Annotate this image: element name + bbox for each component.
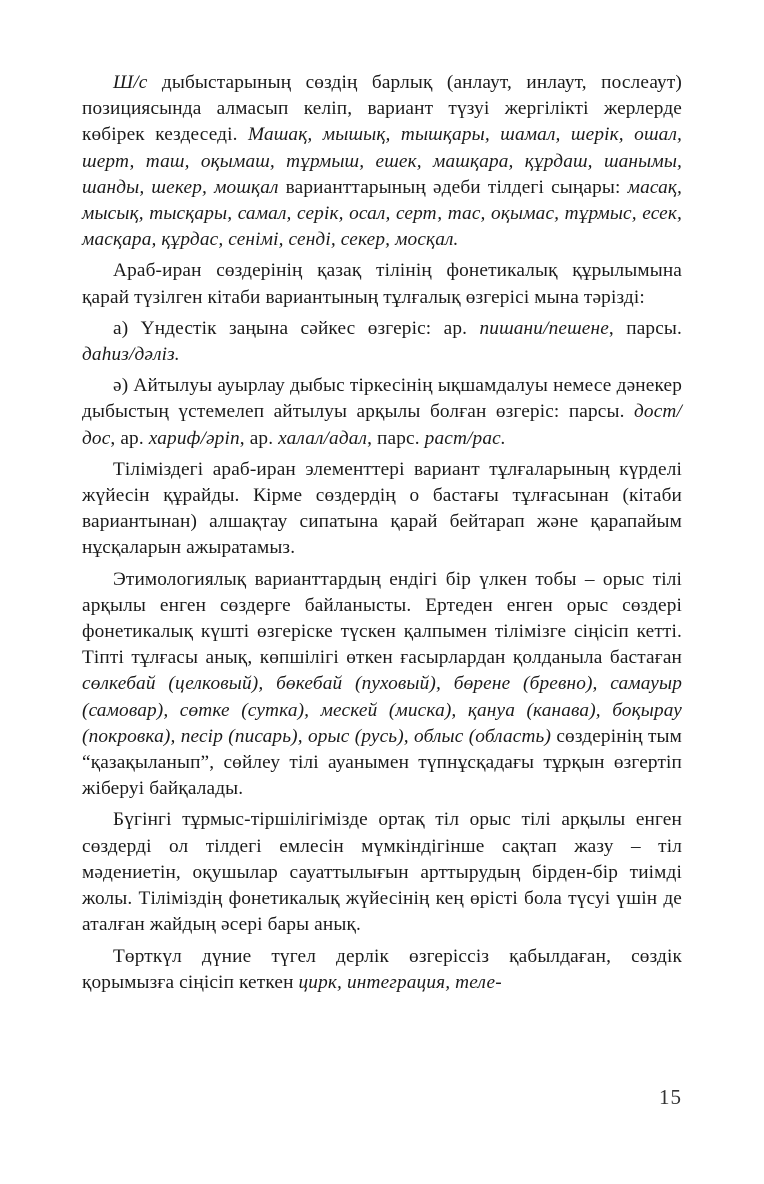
paragraph — [82, 316, 682, 368]
paragraph — [82, 567, 682, 803]
italic-text: раст/рас. — [424, 427, 506, 449]
italic-text: халал/адал — [278, 427, 368, 449]
text-run: , парс. — [367, 427, 425, 449]
text-run: Бүгінгі тұрмыс-тіршілігімізде ортақ тіл орыс тілі арқылы енген сөздерді ол тілдегі емлесін мүмкіндігінше сақтап жазу – тіл мәдениетін, оқушылар сауаттылығын арттырудың бірден-бір тиімді жолы. Тіліміздің фонетикалық жүйесінің кең өрісті бола түсуі үшін де аталған жайдың әсері бары анық. — [82, 809, 682, 936]
text-run: Этимологиялық варианттардың ендігі бір үлкен тобы – орыс тілі арқылы енген сөздерге байланысты. Ертеден енген орыс сөздері фонетикалық күшті өзгеріске түскен қалпымен тілімізге сіңісіп кетті. Тіпті тұлғасы анық, көпшілігі өткен ғасырлардан қолданыла бастаған — [82, 568, 682, 669]
paragraph — [82, 944, 682, 996]
italic-text: цирк, интеграция, теле- — [298, 971, 502, 993]
text-run: дыбыстарының сөздің барлық (анлаут, инлаут, послеаут) позициясында алмасып келіп, вариант түзуі жергілікті жерлерде көбірек кездеседі. — [82, 72, 682, 146]
text-run: а) Үндестік заңына сәйкес өзгеріс: ар. — [113, 317, 480, 339]
italic-text: даһиз/дәліз. — [82, 344, 180, 366]
italic-text: Машақ, мышық, тышқары, шамал, шерік, ошал, шерт, таш, оқымаш, тұрмыш, ешек, машқара, құрдаш, шанымы, шанды, шекер, мошқал — [82, 124, 682, 198]
italic-text: Ш/с — [113, 72, 148, 93]
italic-text: пишани/пешене — [479, 317, 609, 339]
paragraph — [82, 70, 682, 253]
text-run: ә) Айтылуы ауырлау дыбыс тіркесінің ықшамдалуы немесе дәнекер дыбыстың үстемелеп айтылуы арқылы болған өзгеріс: парсы. — [82, 375, 682, 423]
italic-text: масақ, мысық, тысқары, самал, серік, осал, серт, тас, оқымас, тұрмыс, есек, масқара, құрдас, сенімі, сенді, секер, мосқал. — [82, 176, 682, 251]
text-run: Араб-иран сөздерінің қазақ тілінің фонетикалық құрылымына қарай түзілген кітаби вариантының тұлғалық өзгерісі мына тәрізді: — [82, 260, 682, 308]
text-run: варианттарының әдеби тілдегі сыңары: — [278, 176, 628, 198]
text-run: , ар. — [110, 427, 149, 449]
paragraph — [82, 457, 682, 562]
text-run: сөздерінің тым “қазақыланып”, сөйлеу тілі ауанымен түпнұсқадағы тұрқын өзгертіп жіберуі байқалады. — [82, 725, 682, 800]
text-run: Тіліміздегі араб-иран элементтері вариант тұлғаларының күрделі жүйесін құрайды. Кірме сөздердің о бастағы тұлғасынан (кітаби вариантынан) алшақтау сипатына қарай бейтарап және қарапайым нұсқаларын ажыратамыз. — [82, 458, 682, 559]
italic-text: сөлкебай (целковый), бөкебай (пуховый), бөрене (бревно), самауыр (самовар), сөтке (сутка), мескей (миска), қануа (канава), боқырау (покровка), песір (писарь), орыс (русь), облыс (область) — [82, 673, 682, 747]
body-text — [82, 70, 682, 996]
text-run: , парсы. — [608, 317, 682, 339]
paragraph — [82, 258, 682, 310]
italic-text: дост/дос — [82, 401, 682, 449]
paragraph — [82, 807, 682, 938]
text-run: Төрткүл дүние түгел дерлік өзгеріссіз қабылдаған, сөздік қорымызға сіңісіп кеткен — [82, 945, 682, 993]
text-run: , ар. — [239, 427, 279, 449]
page-number: 15 — [659, 1085, 682, 1109]
italic-text: хариф/әріп — [148, 427, 240, 449]
paragraph — [82, 373, 682, 452]
